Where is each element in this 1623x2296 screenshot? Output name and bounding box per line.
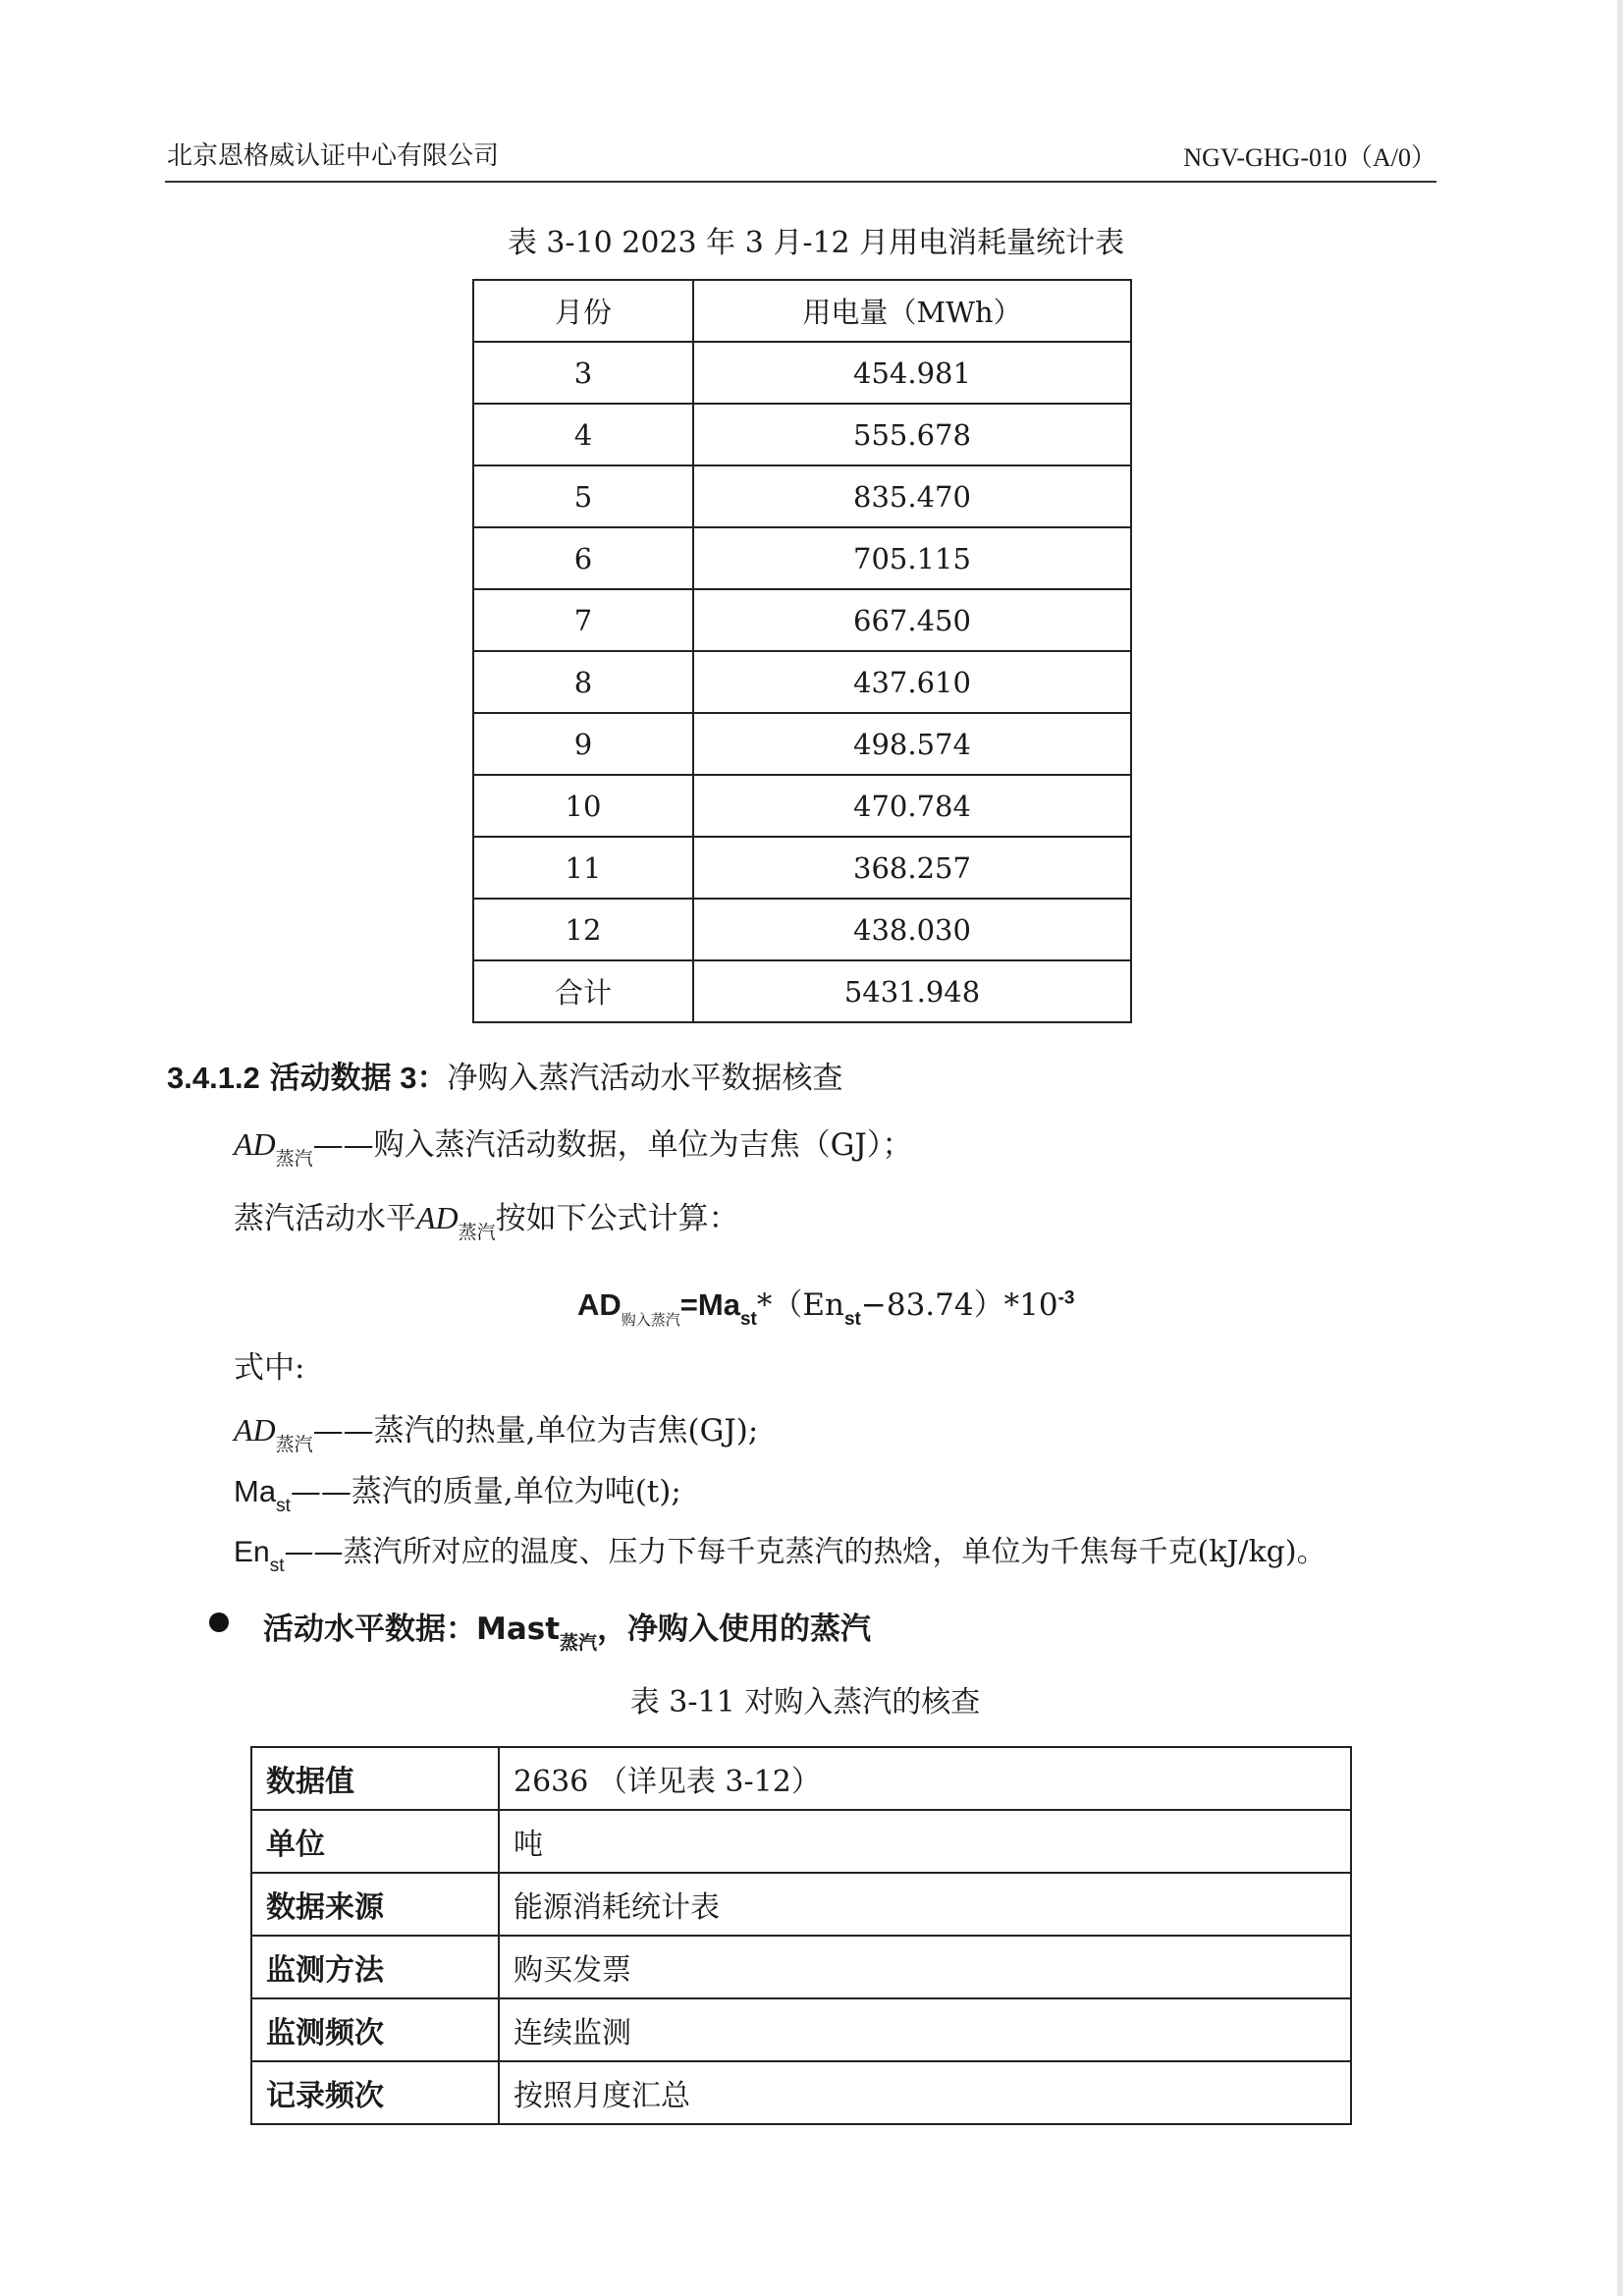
col-header-electricity: 用电量（MWh） bbox=[693, 280, 1131, 342]
cell-value: 438.030 bbox=[693, 899, 1131, 960]
intro-suffix: 按如下公式计算： bbox=[495, 1201, 739, 1236]
table-row bbox=[251, 1810, 1351, 1873]
cell-month: 3 bbox=[473, 342, 693, 404]
row-value: 吨 bbox=[499, 1810, 1351, 1873]
bullet-activity-data bbox=[263, 1604, 872, 1654]
header-doc-number: NGV-GHG-010（A/0） bbox=[1183, 143, 1436, 172]
definition-text: ——购入蒸汽活动数据，单位为吉焦（GJ）； bbox=[312, 1127, 913, 1163]
row-value: 连续监测 bbox=[499, 1998, 1351, 2061]
cell-value: 470.784 bbox=[693, 775, 1131, 837]
scan-edge bbox=[1617, 0, 1623, 2296]
section-number: 3.4.1.2 bbox=[167, 1061, 260, 1095]
row-key: 记录频次 bbox=[251, 2061, 499, 2124]
cell-month: 4 bbox=[473, 404, 693, 465]
bullet-prefix: 活动水平数据：Mast bbox=[263, 1612, 561, 1647]
cell-value: 368.257 bbox=[693, 837, 1131, 899]
header-org: 北京恩格威认证中心有限公司 bbox=[167, 141, 500, 171]
cell-month: 6 bbox=[473, 527, 693, 589]
cell-total-value: 5431.948 bbox=[693, 960, 1131, 1022]
section-title-bold: 活动数据 3： bbox=[269, 1061, 448, 1095]
formula-lhs: AD bbox=[577, 1287, 622, 1322]
table-row bbox=[251, 1747, 1351, 1810]
symbol-ma: Ma bbox=[234, 1474, 277, 1508]
definition-mass bbox=[234, 1466, 681, 1516]
bullet-suffix: ，净购入使用的蒸汽 bbox=[597, 1612, 872, 1647]
cell-month: 11 bbox=[473, 837, 693, 899]
intro-prefix: 蒸汽活动水平 bbox=[234, 1201, 416, 1236]
table-row bbox=[251, 1873, 1351, 1936]
cell-value: 667.450 bbox=[693, 589, 1131, 651]
row-key: 数据来源 bbox=[251, 1873, 499, 1936]
formula-eq: =Ma bbox=[679, 1287, 740, 1322]
symbol-subscript: 蒸汽 bbox=[275, 1148, 313, 1170]
table-row bbox=[251, 1936, 1351, 1998]
formula-mid: *（En bbox=[756, 1287, 844, 1323]
symbol-subscript: 蒸汽 bbox=[275, 1434, 313, 1455]
table-row bbox=[473, 837, 1131, 899]
bullet-subscript: 蒸汽 bbox=[560, 1632, 598, 1654]
cell-value: 555.678 bbox=[693, 404, 1131, 465]
table-row bbox=[473, 465, 1131, 527]
table-row bbox=[473, 342, 1131, 404]
cell-value: 498.574 bbox=[693, 713, 1131, 775]
section-heading bbox=[167, 1053, 843, 1097]
table-row bbox=[473, 775, 1131, 837]
cell-month: 5 bbox=[473, 465, 693, 527]
table-header-row bbox=[473, 280, 1131, 342]
symbol-ad: AD bbox=[416, 1200, 459, 1235]
cell-value: 705.115 bbox=[693, 527, 1131, 589]
table-row bbox=[473, 404, 1131, 465]
row-value: 购买发票 bbox=[499, 1936, 1351, 1998]
table-row bbox=[251, 1998, 1351, 2061]
formula-exponent: -3 bbox=[1057, 1287, 1075, 1309]
table-total-row bbox=[473, 960, 1131, 1022]
table-row bbox=[473, 527, 1131, 589]
table-row bbox=[473, 899, 1131, 960]
steam-check-table bbox=[250, 1746, 1352, 2125]
cell-value: 835.470 bbox=[693, 465, 1131, 527]
section-title: 净购入蒸汽活动水平数据核查 bbox=[447, 1061, 843, 1096]
symbol-ad: AD bbox=[234, 1412, 276, 1448]
cell-month: 10 bbox=[473, 775, 693, 837]
table2-caption: 表 3-11 对购入蒸汽的核查 bbox=[629, 1685, 981, 1720]
formula-st-subscript: st bbox=[739, 1309, 757, 1330]
definition-enthalpy bbox=[234, 1527, 1326, 1576]
steam-formula bbox=[577, 1280, 1075, 1330]
definition-ad-heat bbox=[234, 1405, 759, 1455]
symbol-subscript: st bbox=[269, 1556, 285, 1576]
cell-month: 7 bbox=[473, 589, 693, 651]
table-row bbox=[251, 2061, 1351, 2124]
cell-value: 437.610 bbox=[693, 651, 1131, 713]
formula-intro bbox=[234, 1193, 739, 1243]
cell-month: 12 bbox=[473, 899, 693, 960]
row-value: 能源消耗统计表 bbox=[499, 1873, 1351, 1936]
definition-text: ——蒸汽的热量,单位为吉焦(GJ); bbox=[312, 1413, 759, 1449]
definition-ad-steam bbox=[234, 1120, 913, 1170]
header-divider bbox=[165, 181, 1436, 183]
table-row bbox=[473, 589, 1131, 651]
symbol-subscript: st bbox=[276, 1496, 291, 1516]
table-row bbox=[473, 713, 1131, 775]
row-key: 单位 bbox=[251, 1810, 499, 1873]
formula-lhs-subscript: 购入蒸汽 bbox=[621, 1312, 680, 1329]
row-key: 监测频次 bbox=[251, 1998, 499, 2061]
cell-total-label: 合计 bbox=[473, 960, 693, 1022]
symbol-ad: AD bbox=[234, 1126, 276, 1162]
formula-tail: −83.74）*10 bbox=[860, 1287, 1058, 1323]
table-row bbox=[473, 651, 1131, 713]
cell-month: 8 bbox=[473, 651, 693, 713]
row-value: 按照月度汇总 bbox=[499, 2061, 1351, 2124]
cell-value: 454.981 bbox=[693, 342, 1131, 404]
col-header-month: 月份 bbox=[473, 280, 693, 342]
cell-month: 9 bbox=[473, 713, 693, 775]
row-value: 2636 （详见表 3-12） bbox=[499, 1747, 1351, 1810]
symbol-en: En bbox=[234, 1536, 270, 1568]
definition-text: ——蒸汽的质量,单位为吨(t); bbox=[290, 1474, 681, 1509]
symbol-subscript: 蒸汽 bbox=[458, 1222, 496, 1243]
formula-st-subscript: st bbox=[843, 1309, 861, 1330]
definition-text: ——蒸汽所对应的温度、压力下每千克蒸汽的热焓，单位为千焦每千克(kJ/kg)。 bbox=[284, 1535, 1326, 1569]
where-label: 式中: bbox=[234, 1350, 305, 1386]
electricity-table bbox=[472, 279, 1132, 1023]
row-key: 数据值 bbox=[251, 1747, 499, 1810]
table1-caption: 表 3-10 2023 年 3 月-12 月用电消耗量统计表 bbox=[507, 226, 1125, 260]
row-key: 监测方法 bbox=[251, 1936, 499, 1998]
bullet-icon bbox=[209, 1613, 229, 1632]
